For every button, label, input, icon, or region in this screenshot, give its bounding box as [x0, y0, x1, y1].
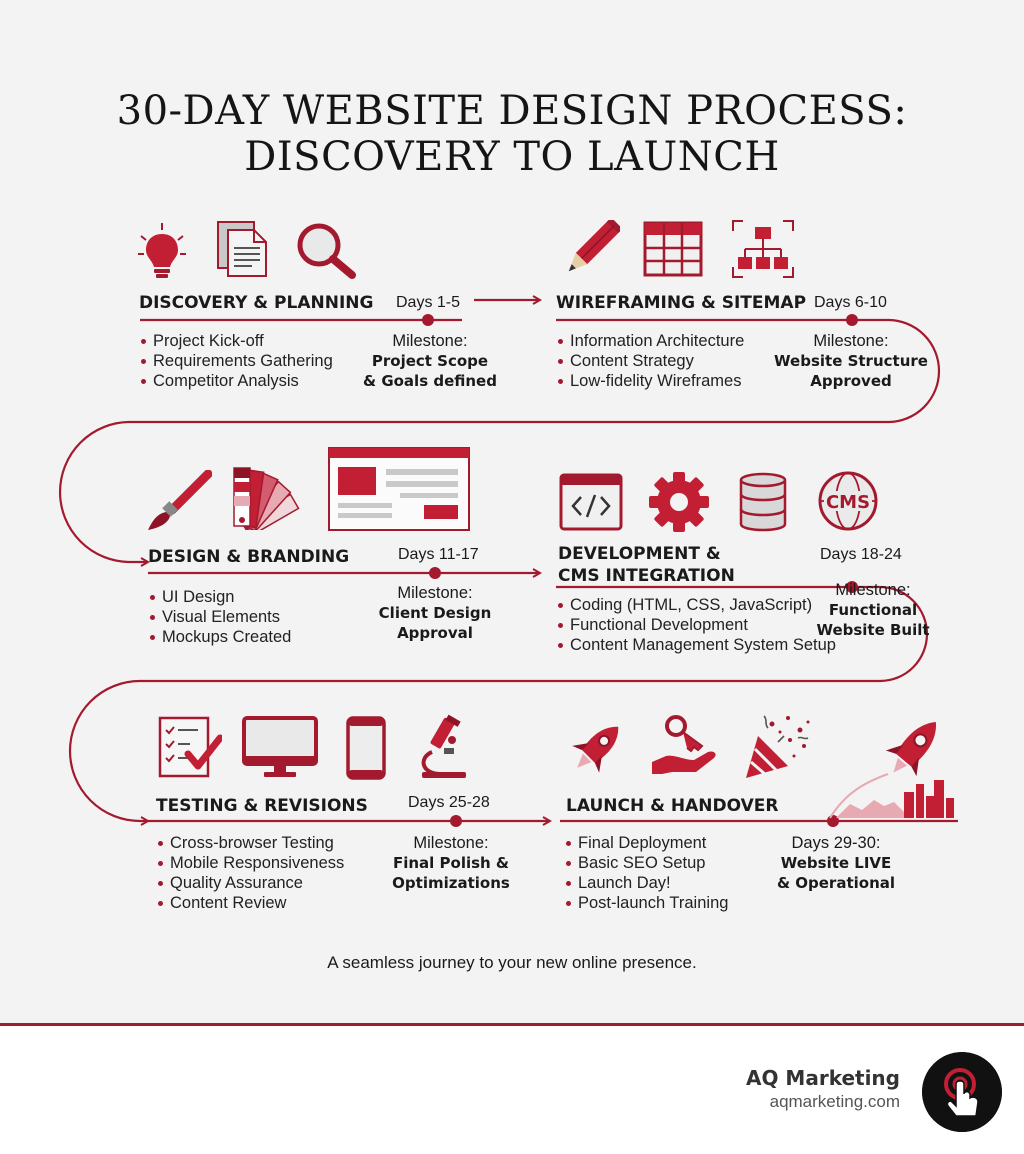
milestone-label: Milestone: — [813, 332, 889, 350]
code-icon — [559, 473, 623, 531]
milestone — [360, 331, 500, 391]
checklist-icon — [158, 716, 222, 778]
milestone-text: Functional Website Built — [816, 601, 930, 639]
task-list — [556, 595, 836, 655]
milestone — [370, 583, 500, 643]
milestone-dot — [422, 314, 434, 326]
stage-days: Days 29-30: — [791, 834, 881, 852]
milestone-label: Milestone: — [397, 584, 473, 602]
list-item: Information Architecture — [556, 331, 744, 351]
milestone-dot — [429, 567, 441, 579]
footer — [0, 1026, 1024, 1154]
stage-days: Days 1-5 — [396, 294, 461, 311]
stage-title: DESIGN & BRANDING — [148, 547, 350, 567]
pencil-icon — [560, 220, 620, 280]
brand-url: aqmarketing.com — [769, 1092, 900, 1111]
task-list — [148, 587, 291, 647]
document-icon — [216, 220, 268, 278]
milestone-text: Website LIVE & Operational — [776, 854, 896, 892]
list-item: Functional Development — [556, 615, 836, 635]
list-item: Coding (HTML, CSS, JavaScript) — [556, 595, 836, 615]
smartphone-icon — [346, 716, 386, 780]
milestone-text: Client Design Approval — [378, 604, 492, 642]
cms-globe-icon — [818, 470, 878, 532]
gear-icon — [648, 471, 710, 533]
rocket-launch-icon — [826, 712, 960, 822]
list-item: Mobile Responsiveness — [156, 853, 344, 873]
stage-days: Days 25-28 — [408, 794, 490, 811]
grid-icon — [643, 221, 703, 277]
stage-days: Days 11-17 — [398, 546, 479, 563]
milestone-text: Website Structure Approved — [774, 352, 928, 390]
list-item: Project Kick-off — [139, 331, 333, 351]
task-list — [564, 833, 728, 913]
list-item: Basic SEO Setup — [564, 853, 728, 873]
list-item: Visual Elements — [148, 607, 291, 627]
list-item: Competitor Analysis — [139, 371, 333, 391]
title-line-1: 30-DAY WEBSITE DESIGN PROCESS: — [116, 88, 908, 134]
stage-title: TESTING & REVISIONS — [156, 796, 368, 816]
hand-key-icon — [650, 712, 724, 780]
milestone-dot — [450, 815, 462, 827]
list-item: Content Management System Setup — [556, 635, 836, 655]
logo-icon — [922, 1052, 1002, 1132]
rocket-icon — [566, 716, 628, 780]
stage-title: DISCOVERY & PLANNING — [139, 293, 374, 313]
brand-name: AQ Marketing — [745, 1066, 900, 1090]
list-item: Mockups Created — [148, 627, 291, 647]
task-list — [156, 833, 344, 913]
milestone-label: Milestone: — [413, 834, 489, 852]
milestone — [770, 833, 902, 893]
list-item: Content Review — [156, 893, 344, 913]
cms-label: CMS — [825, 492, 871, 513]
microscope-icon — [416, 714, 470, 780]
list-item: Launch Day! — [564, 873, 728, 893]
database-icon — [738, 472, 788, 532]
milestone-text: Project Scope & Goals defined — [363, 352, 497, 390]
list-item: Requirements Gathering — [139, 351, 333, 371]
monitor-icon — [242, 716, 318, 780]
milestone — [386, 833, 516, 893]
list-item: Post-launch Training — [564, 893, 728, 913]
milestone — [772, 331, 930, 391]
stage-title-line-1: DEVELOPMENT & — [558, 544, 721, 564]
mockup-window-icon — [328, 447, 470, 531]
task-list — [139, 331, 333, 391]
list-item: Low-fidelity Wireframes — [556, 371, 744, 391]
list-item: Quality Assurance — [156, 873, 344, 893]
sitemap-icon — [731, 219, 795, 279]
milestone-dot — [846, 314, 858, 326]
paintbrush-icon — [146, 470, 212, 532]
swatches-icon — [230, 466, 302, 530]
stage-title: WIREFRAMING & SITEMAP — [556, 293, 807, 313]
stage-title: LAUNCH & HANDOVER — [566, 796, 779, 816]
stage-title — [558, 543, 735, 587]
milestone-label: Milestone: — [835, 581, 911, 599]
lightbulb-icon — [137, 222, 187, 280]
task-list — [556, 331, 744, 391]
stage-days: Days 6-10 — [814, 294, 887, 311]
milestone-label: Milestone: — [392, 332, 468, 350]
list-item: Final Deployment — [564, 833, 728, 853]
magnifier-icon — [295, 221, 357, 279]
tagline: A seamless journey to your new online presence. — [327, 953, 697, 972]
list-item: Cross-browser Testing — [156, 833, 344, 853]
title-line-2: DISCOVERY TO LAUNCH — [244, 134, 780, 180]
stage-days: Days 18-24 — [820, 546, 902, 563]
stage-title-line-2: CMS INTEGRATION — [558, 566, 735, 586]
milestone — [808, 580, 938, 640]
list-item: UI Design — [148, 587, 291, 607]
list-item: Content Strategy — [556, 351, 744, 371]
party-popper-icon — [742, 712, 812, 782]
milestone-text: Final Polish & Optimizations — [392, 854, 510, 892]
